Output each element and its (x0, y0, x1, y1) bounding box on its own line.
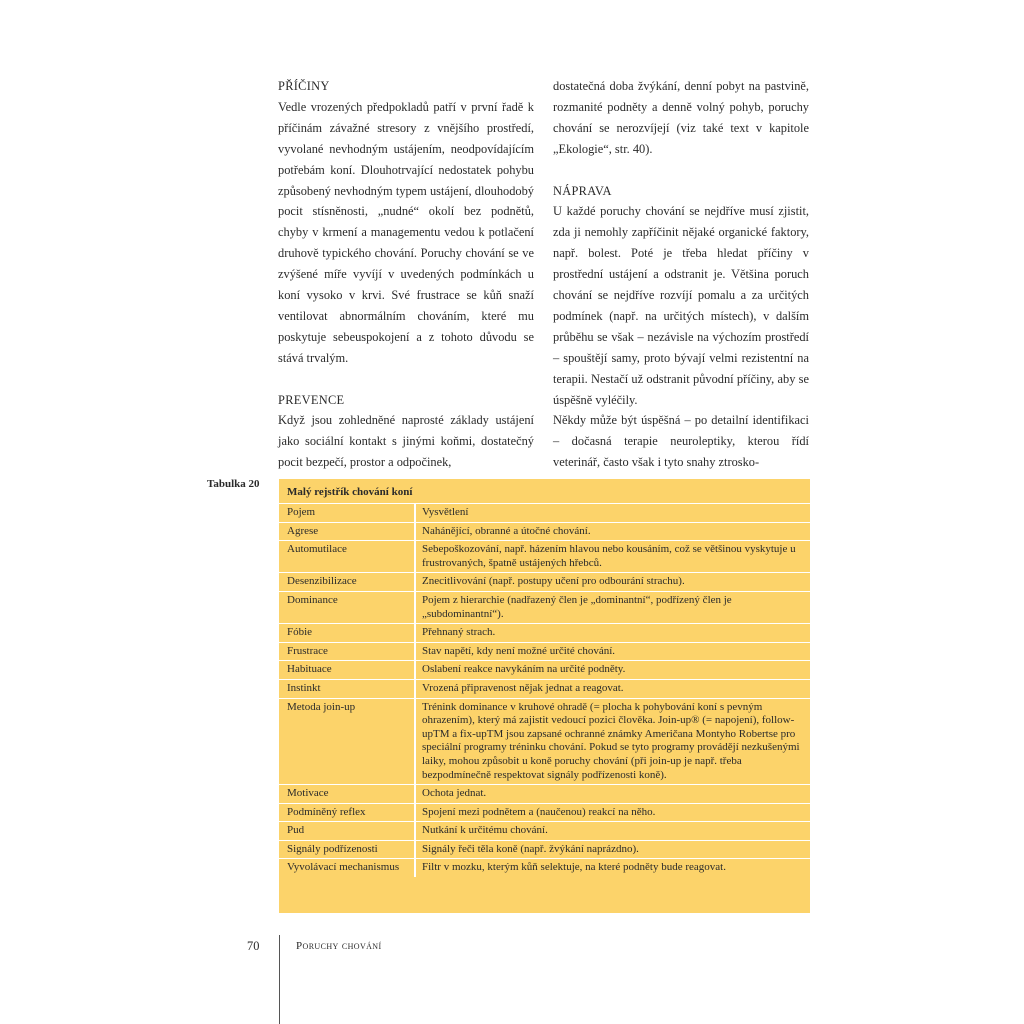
row-term: Habituace (279, 661, 415, 680)
table-row (279, 785, 810, 804)
header-definition: Vysvětlení (415, 504, 810, 523)
table-row (279, 822, 810, 841)
row-definition: Stav napětí, kdy není možné určité chování. (415, 642, 810, 661)
table-row (279, 698, 810, 785)
row-definition: Pojem z hierarchie (nadřazený člen je „dominantní“, podřízený člen je „subdominantní“). (415, 591, 810, 623)
table-row (279, 591, 810, 623)
row-term: Podmíněný reflex (279, 803, 415, 822)
row-term: Fóbie (279, 624, 415, 643)
row-definition: Oslabení reakce navykáním na určité podněty. (415, 661, 810, 680)
table-row (279, 679, 810, 698)
table-row (279, 642, 810, 661)
row-definition: Nahánějící, obranné a útočné chování. (415, 522, 810, 541)
table-row (279, 573, 810, 592)
table-row (279, 661, 810, 680)
paragraph-prevence: Když jsou zohledněné naprosté základy ustájení jako sociální kontakt s jinými koňmi, dostatečný pocit bezpečí, prostor a odpočinek, (278, 413, 534, 470)
table-title: Malý rejstřík chování koní (287, 486, 413, 498)
row-definition: Signály řeči těla koně (např. žvýkání naprázdno). (415, 840, 810, 859)
behavior-index-table (279, 479, 810, 913)
paragraph-naprava-1: U každé poruchy chování se nejdříve musí zjistit, zda ji nemohly zapříčinit nějaké organické faktory, např. bolest. Poté je třeba hledat příčiny v prostřední ustájení a odstranit je. Většina poruch chování se nejdříve rozvíjí pomalu a za určitých podmínek (např. na určitých místech), v dalším průběhu se však – nezávisle na výchozím prostředí – spouštějí samy, proto bývají velmi rezistentní na terapii. Nestačí už odstranit původní příčiny, aby se úspěšně vyléčily. (553, 204, 809, 407)
table-row (279, 624, 810, 643)
row-term: Motivace (279, 785, 415, 804)
row-term: Dominance (279, 591, 415, 623)
row-definition: Trénink dominance v kruhové ohradě (= plocha k pohybování koní s pevným ohrazením), který má zajistit vedoucí pozici člověka. Join-up® (= napojení), follow-upTM a fix-upTM jsou zapsané ochranné známky Američana Montyho Robertse pro speciální programy tréninku chování. Pokud se tyto programy provádějí nezkušenými laiky, mohou způsobit u koně poruchy chování (při join-up je např. třeba bezpodmínečně respektovat signály podřízenosti koně). (415, 698, 810, 785)
chapter-title: Poruchy chování (296, 940, 382, 952)
table-label: Tabulka 20 (207, 478, 260, 490)
left-column (278, 76, 534, 473)
page-number: 70 (247, 939, 260, 953)
row-term: Pud (279, 822, 415, 841)
paragraph-prevence-continued: dostatečná doba žvýkání, denní pobyt na pastvině, rozmanité podněty a denně volný pohyb, poruchy chování se nerozvíjejí (viz také text v kapitole „Ekologie“, str. 40). (553, 79, 809, 156)
section-heading-naprava: NÁPRAVA (553, 183, 612, 198)
row-term: Automutilace (279, 541, 415, 573)
paragraph-priciny: Vedle vrozených předpokladů patří v první řadě k příčinám závažné stresory z vnějšího prostředí, vyvolané nevhodným ustájením, neodpovídajícím potřebám koní. Dlouhotrvající nedostatek pohybu způsobený nevhodným typem ustájení, dlouhodobý pocit stísněnosti, „nudné“ okolí bez podnětů, chyby v krmení a managementu vedou k potlačení druhově typického chování. Poruchy chování se ve zvýšené míře vyvíjí v uvedených podmínkách u koní vysoko v krvi. Své frustrace se kůň snaží ventilovat abnormálním chováním, které mu poskytuje sebeuspokojení a z tohoto důvodu se stává trvalým. (278, 99, 534, 365)
row-term: Vyvolávací mechanismus (279, 859, 415, 877)
table-row (279, 541, 810, 573)
row-term: Instinkt (279, 679, 415, 698)
row-definition: Nutkání k určitému chování. (415, 822, 810, 841)
row-definition: Sebepoškozování, např. házením hlavou nebo kousáním, což se většinou vyskytuje u frustrovaných, špatně ustájených hřebců. (415, 541, 810, 573)
table-grid (279, 503, 810, 877)
right-column (553, 76, 809, 473)
row-definition: Spojení mezi podnětem a (naučenou) reakcí na něho. (415, 803, 810, 822)
row-definition: Ochota jednat. (415, 785, 810, 804)
table-row (279, 803, 810, 822)
table-row (279, 522, 810, 541)
table-row (279, 840, 810, 859)
row-term: Desenzibilizace (279, 573, 415, 592)
row-term: Metoda join-up (279, 698, 415, 785)
row-term: Agrese (279, 522, 415, 541)
table-row (279, 859, 810, 877)
row-definition: Přehnaný strach. (415, 624, 810, 643)
row-definition: Filtr v mozku, kterým kůň selektuje, na které podněty bude reagovat. (415, 859, 810, 877)
table-header-row (279, 504, 810, 523)
row-term: Frustrace (279, 642, 415, 661)
section-heading-prevence: PREVENCE (278, 392, 345, 407)
row-term: Signály podřízenosti (279, 840, 415, 859)
row-definition: Znecitlivování (např. postupy učení pro odbourání strachu). (415, 573, 810, 592)
paragraph-naprava-2: Někdy může být úspěšná – po detailní identifikaci – dočasná terapie neuroleptiky, kterou řídí veterinář, často však i tyto snahy ztrosko- (553, 413, 809, 470)
row-definition: Vrozená připravenost nějak jednat a reagovat. (415, 679, 810, 698)
footer-divider (279, 935, 280, 1024)
section-heading-priciny: PŘÍČINY (278, 79, 330, 93)
header-term: Pojem (279, 504, 415, 523)
